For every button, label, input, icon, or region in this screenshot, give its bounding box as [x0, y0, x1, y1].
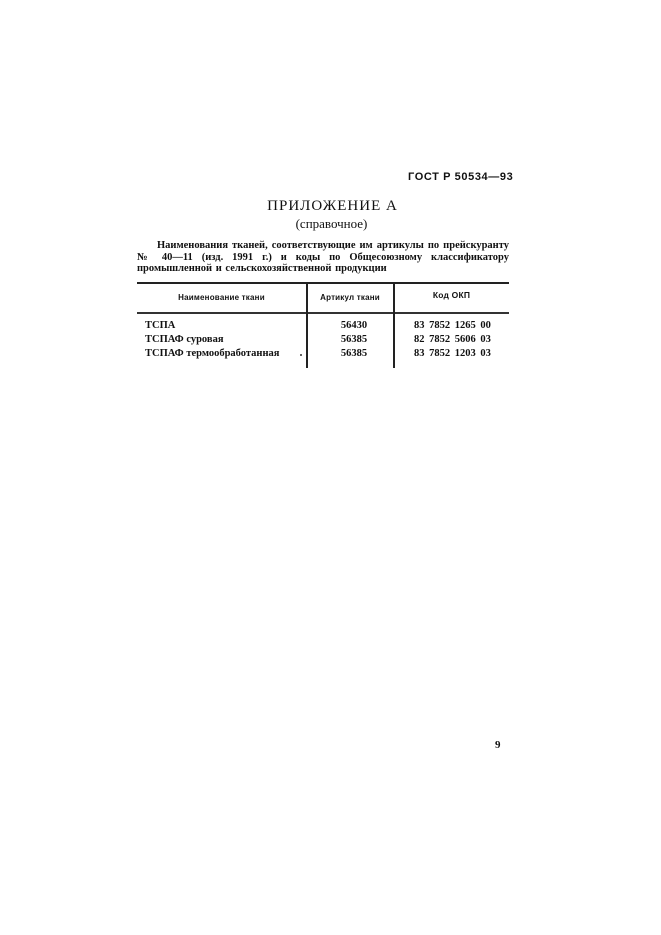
intro-paragraph: Наименования тканей, соответствующие им артикулы по прейскуранту № 40—11 (изд. 1991 г.) и коды по Общесоюзному классификатору промышленной и сельскохозяйственной продукции	[137, 240, 509, 274]
column-header-okp-code: Код ОКП	[432, 290, 471, 300]
fabric-article: 56385	[340, 348, 368, 359]
appendix-subtitle: (справочное)	[295, 216, 368, 231]
column-header-name: Наименование ткани	[178, 293, 265, 302]
page-number: 9	[495, 739, 501, 751]
table-top-rule	[137, 282, 509, 284]
fabric-name: ТСПАФ суровая	[145, 334, 224, 345]
print-speck	[300, 354, 302, 356]
okp-code: 82 7852 5606 03	[414, 334, 491, 345]
column-header-article: Артикул ткани	[320, 293, 380, 302]
fabric-table	[137, 281, 509, 371]
table-row	[137, 320, 509, 334]
okp-code: 83 7852 1203 03	[414, 348, 491, 359]
fabric-article: 56430	[340, 320, 368, 331]
document-code: ГОСТ Р 50534—93	[408, 171, 514, 183]
table-header-rule	[137, 312, 509, 314]
fabric-article: 56385	[340, 334, 368, 345]
table-row	[137, 348, 509, 362]
appendix-title: ПРИЛОЖЕНИЕ А	[267, 198, 398, 214]
fabric-name: ТСПАФ термообработанная	[145, 348, 280, 359]
okp-code: 83 7852 1265 00	[414, 320, 491, 331]
table-row	[137, 334, 509, 348]
fabric-name: ТСПА	[145, 320, 176, 331]
